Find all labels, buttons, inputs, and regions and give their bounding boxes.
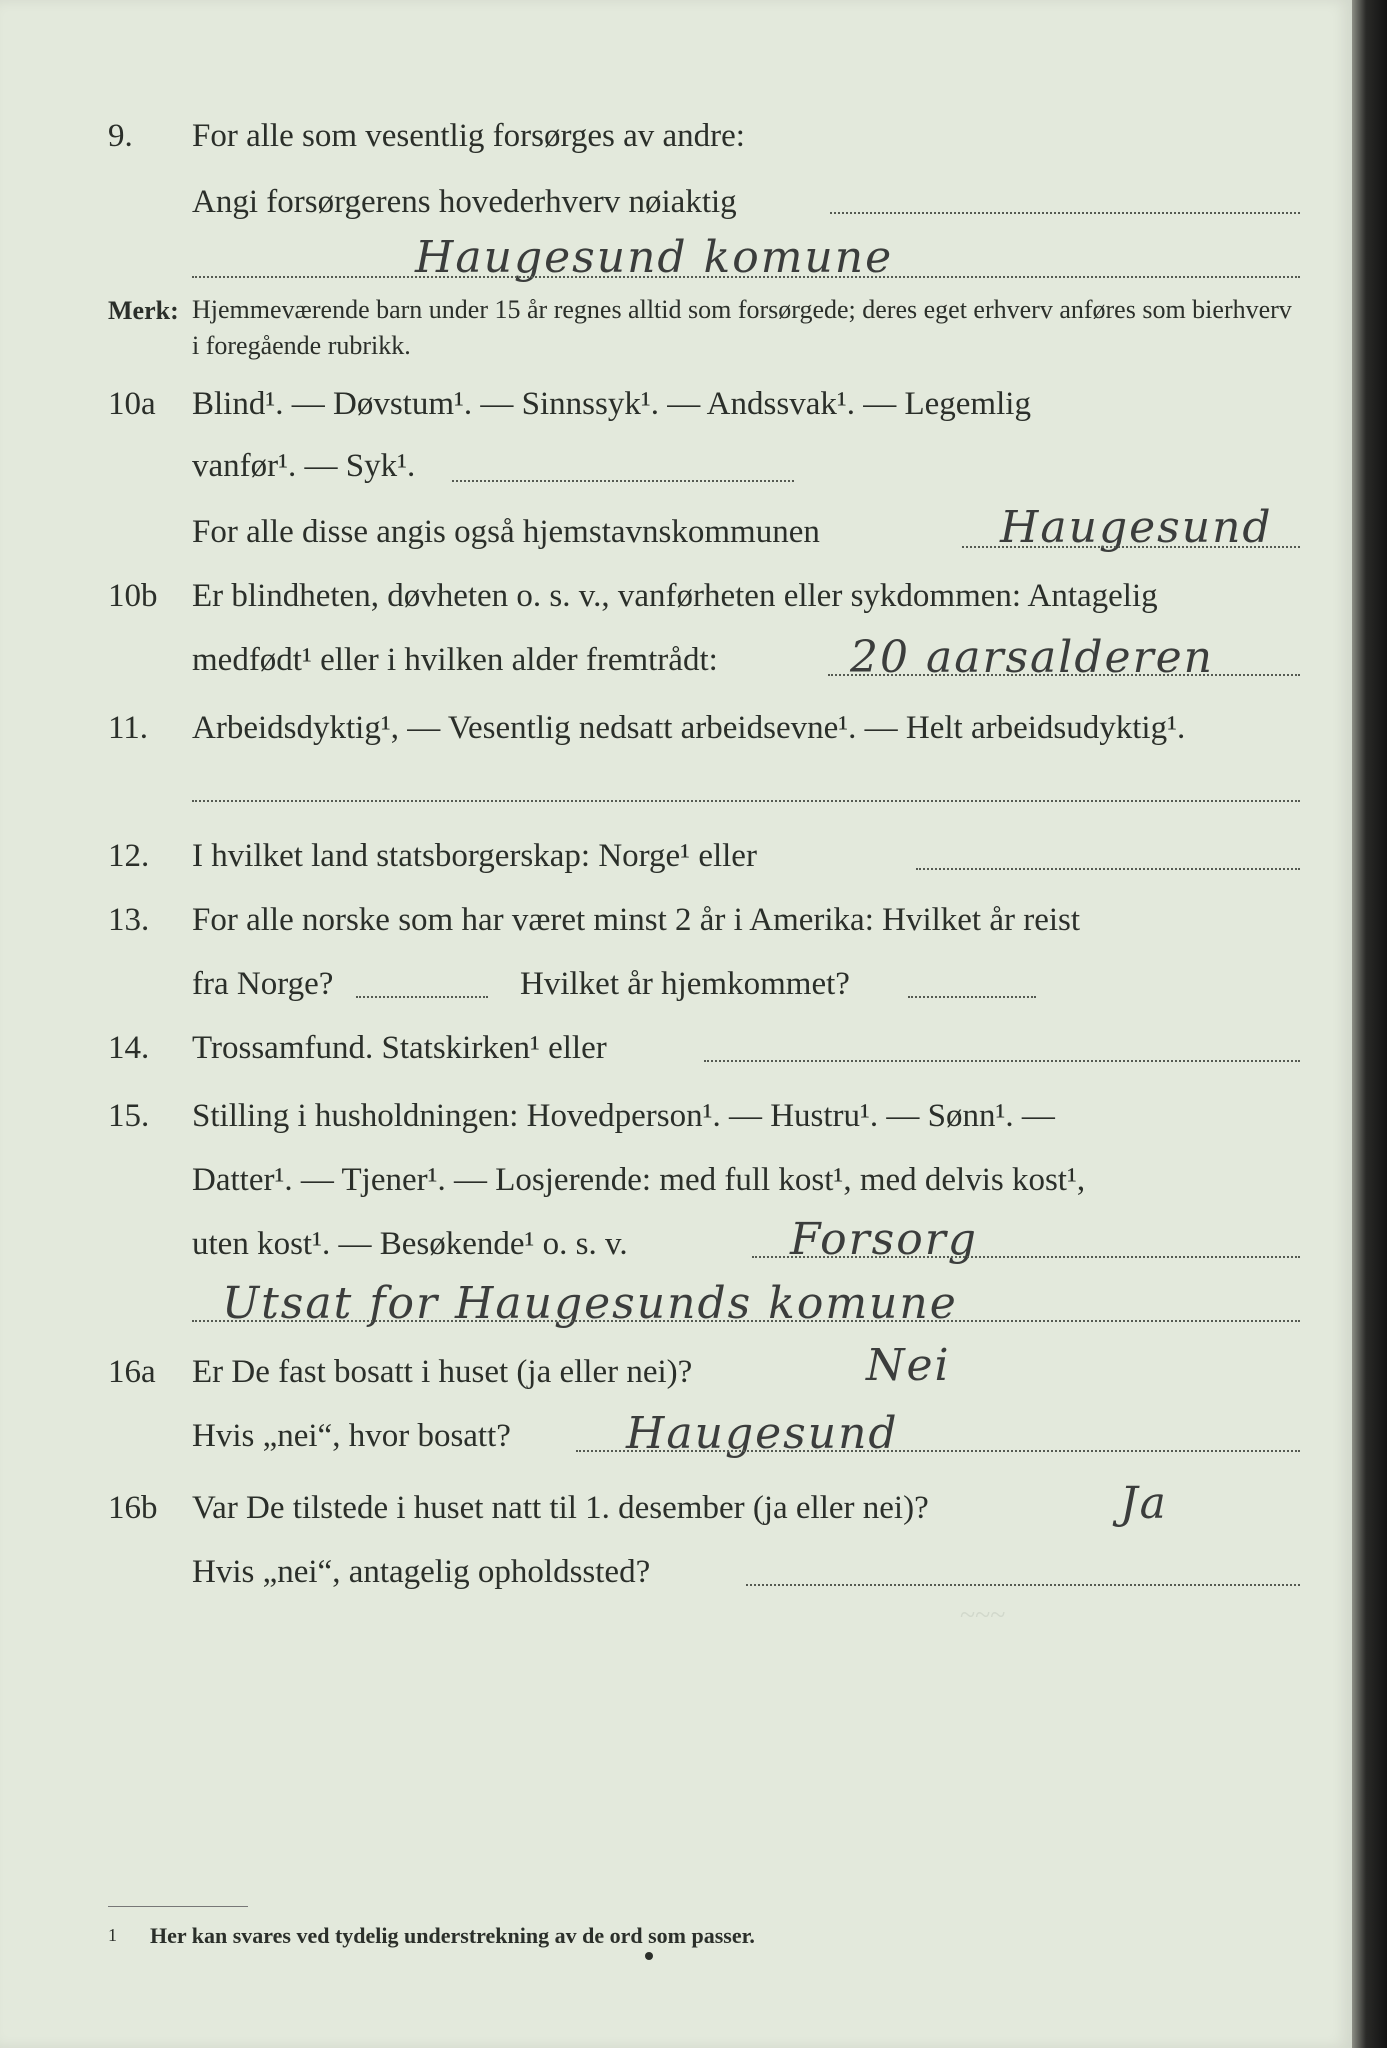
question-text: Var De tilstede i huset natt til 1. desember (ja eller nei)? (192, 1490, 929, 1526)
handwritten-answer: Ja (1120, 1478, 1168, 1529)
handwritten-answer: 20 aarsalderen (850, 632, 1214, 683)
question-14 (0, 1030, 1352, 1080)
answer-line (830, 212, 1300, 214)
question-text: Datter¹. — Tjener¹. — Losjerende: med full kost¹, med delvis kost¹, (192, 1162, 1086, 1198)
bleed-through-text: ~~~ (960, 1600, 1006, 1631)
question-number: 14. (108, 1030, 150, 1066)
question-10a-line2 (0, 448, 1352, 498)
page-dot (645, 1952, 653, 1960)
question-16b-line2 (0, 1554, 1352, 1604)
question-text: For alle disse angis også hjemstavnskommunen (192, 514, 820, 550)
question-text: Er De fast bosatt i huset (ja eller nei)? (192, 1354, 693, 1390)
question-number: 10b (108, 578, 158, 614)
question-text: For alle som vesentlig forsørges av andre: (192, 118, 745, 154)
question-text: Arbeidsdyktig¹, — Vesentlig nedsatt arbeidsevne¹. — Helt arbeidsudyktig¹. (192, 710, 1186, 746)
answer-line (576, 1450, 1300, 1452)
question-text: Blind¹. — Døvstum¹. — Sinnssyk¹. — Andssvak¹. — Legemlig (192, 386, 1031, 422)
question-10b (0, 578, 1352, 628)
answer-line (452, 480, 794, 482)
question-text: Hvilket år hjemkommet? (520, 966, 850, 1002)
question-9 (0, 118, 1352, 168)
question-number: 9. (108, 118, 133, 154)
question-12 (0, 838, 1352, 888)
question-10a (0, 386, 1352, 436)
question-number: 16a (108, 1354, 156, 1390)
question-11 (0, 710, 1352, 760)
question-text: medfødt¹ eller i hvilken alder fremtrådt: (192, 642, 718, 678)
answer-line (752, 1256, 1300, 1258)
footnote-text: Her kan svares ved tydelig understrekning av de ord som passer. (150, 1923, 755, 1948)
question-number: 13. (108, 902, 150, 938)
question-15 (0, 1098, 1352, 1148)
question-text: Er blindheten, døvheten o. s. v., vanførheten eller sykdommen: Antagelig (192, 578, 1158, 614)
handwritten-answer: Haugesund komune (415, 232, 894, 283)
question-9-line2 (0, 184, 1352, 234)
question-text: uten kost¹. — Besøkende¹ o. s. v. (192, 1226, 628, 1262)
question-text: For alle norske som har været minst 2 år i Amerika: Hvilket år reist (192, 902, 1081, 938)
handwritten-answer: Forsorg (790, 1214, 978, 1265)
note-label: Merk: (108, 296, 179, 325)
question-16a (0, 1354, 1352, 1404)
footnote-mark: 1 (108, 1925, 117, 1945)
question-number: 15. (108, 1098, 150, 1134)
answer-line (828, 674, 1300, 676)
handwritten-answer: Haugesund (1000, 502, 1273, 553)
question-text: Hvis „nei“, hvor bosatt? (192, 1418, 511, 1454)
question-text: Trossamfund. Statskirken¹ eller (192, 1030, 607, 1066)
question-text: Hvis „nei“, antagelig opholdssted? (192, 1554, 651, 1590)
question-number: 11. (108, 710, 149, 746)
note-text: Hjemmeværende barn under 15 år regnes alltid som forsørgede; deres eget erhverv anføres som bierhverv i foregående rubrikk. (192, 295, 1292, 360)
question-13 (0, 902, 1352, 952)
answer-line (192, 800, 1300, 802)
answer-line (356, 996, 488, 998)
answer-line (962, 546, 1300, 548)
answer-line (704, 1060, 1300, 1062)
question-13-line2 (0, 966, 1352, 1016)
handwritten-answer: Utsat for Haugesunds komune (222, 1278, 958, 1329)
question-15-line2 (0, 1162, 1352, 1212)
question-number: 16b (108, 1490, 158, 1526)
question-15-line3 (0, 1226, 1352, 1276)
footnote-rule (108, 1906, 248, 1907)
answer-line (192, 276, 1300, 278)
question-number: 12. (108, 838, 150, 874)
question-text: Angi forsørgerens hovederhverv nøiaktig (192, 184, 737, 220)
question-text: I hvilket land statsborgerskap: Norge¹ eller (192, 838, 757, 874)
answer-line (746, 1584, 1300, 1586)
answer-line (916, 868, 1300, 870)
handwritten-answer: Nei (866, 1340, 951, 1391)
question-text: vanfør¹. — Syk¹. (192, 448, 416, 484)
scan-edge (1352, 0, 1387, 2048)
answer-line (908, 996, 1036, 998)
answer-line (192, 1320, 1300, 1322)
question-text: fra Norge? (192, 966, 334, 1002)
question-number: 10a (108, 386, 156, 422)
handwritten-answer: Haugesund (626, 1408, 899, 1459)
question-text: Stilling i husholdningen: Hovedperson¹. — Hustru¹. — Sønn¹. — (192, 1098, 1055, 1134)
